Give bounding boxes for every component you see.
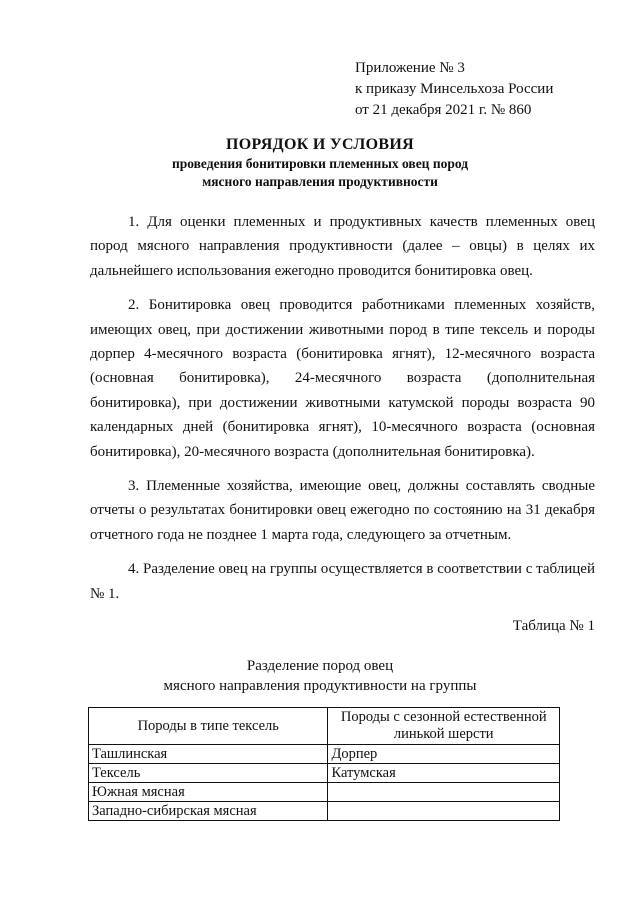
table-number: Таблица № 1 bbox=[512, 618, 595, 635]
document-title bbox=[0, 135, 640, 191]
table-header-texel: Породы в типе тексель bbox=[89, 708, 328, 745]
breeds-table bbox=[88, 707, 560, 821]
paragraph-3: 3. Племенные хозяйства, имеющие овец, должны составлять сводные отчеты о результатах бонитировки овец ежегодно по состоянию на 31 декабря отчетного года не позднее 1 марта года, следующего за отчетным. bbox=[90, 478, 595, 543]
table-row bbox=[89, 783, 560, 802]
table-cell: Ташлинская bbox=[89, 745, 328, 764]
table-cell: Западно-сибирская мясная bbox=[89, 802, 328, 821]
paragraph-2: 2. Бонитировка овец проводится работниками племенных хозяйств, имеющих овец, при достижении животными пород в типе тексель и породы дорпер 4-месячного возраста (бонитировка ягнят), 12-месячного возраста (основная бонитировка), 24-месячного возраста (дополнительная бонитировка), при достижении животными катумской породы возраста 90 календарных дней (бонитировка ягнят), 10-месячного возраста (основная бонитировка), 20-месячного возраста (дополнительная бонитировка). bbox=[90, 297, 595, 460]
appendix-line-2: к приказу Минсельхоза России bbox=[355, 81, 554, 97]
document-body bbox=[90, 210, 595, 639]
title-subtitle-line-1: проведения бонитировки племенных овец пород bbox=[171, 156, 469, 171]
table-row bbox=[89, 764, 560, 783]
table-caption bbox=[0, 656, 640, 696]
table-row bbox=[89, 745, 560, 764]
table-caption-line-2: мясного направления продуктивности на группы bbox=[163, 678, 477, 694]
table-header-seasonal-molt: Породы с сезонной естественной линькой шерсти bbox=[328, 708, 560, 745]
table-cell: Катумская bbox=[328, 764, 560, 783]
paragraph-4: 4. Разделение овец на группы осуществляется в соответствии с таблицей № 1. bbox=[90, 561, 595, 602]
table-cell bbox=[328, 783, 560, 802]
appendix-line-1: Приложение № 3 bbox=[355, 60, 465, 76]
paragraph-1: 1. Для оценки племенных и продуктивных качеств племенных овец пород мясного направления продуктивности (далее – овцы) в целях их дальнейшего использования ежегодно проводится бонитировка овец. bbox=[90, 214, 595, 279]
appendix-line-3: от 21 декабря 2021 г. № 860 bbox=[355, 102, 532, 118]
table-cell: Тексель bbox=[89, 764, 328, 783]
table-cell: Дорпер bbox=[328, 745, 560, 764]
title-main: ПОРЯДОК И УСЛОВИЯ bbox=[226, 136, 414, 153]
appendix-header bbox=[355, 58, 553, 121]
table-cell: Южная мясная bbox=[89, 783, 328, 802]
table-caption-line-1: Разделение пород овец bbox=[246, 658, 394, 674]
table-header-row bbox=[89, 708, 560, 745]
table-cell bbox=[328, 802, 560, 821]
table-row bbox=[89, 802, 560, 821]
title-subtitle-line-2: мясного направления продуктивности bbox=[202, 174, 438, 189]
